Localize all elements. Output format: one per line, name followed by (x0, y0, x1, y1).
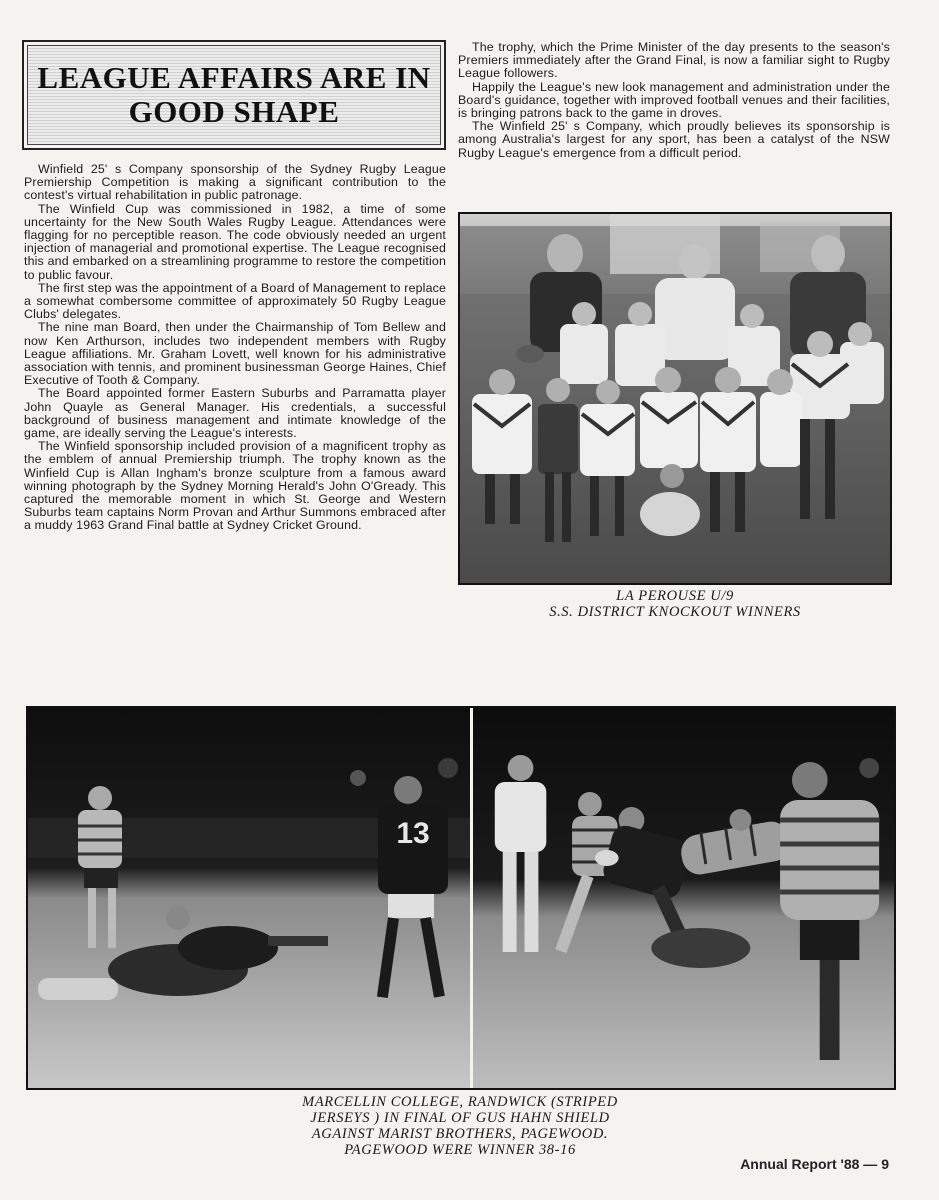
match-photo-left (28, 708, 470, 1088)
article-left-column (24, 163, 446, 533)
article-paragraph: The Winfield sponsorship included provision of a magnificent trophy as the emblem of annual Premiership triumph. The trophy known as the Winfield Cup is Allan Ingham's bronze sculpture from a famous award winning photograph by the Sydney Morning Herald's John O'Gready. This captured the memorable moment in which St. George and Western Suburbs team captains Norm Provan and Arthur Summons embraced after a muddy 1963 Grand Final battle at Sydney Cricket Ground. (24, 439, 446, 533)
article-paragraph: Happily the League's new look management and administration under the Board's guidance, together with improved football venues and their facilities, is bringing patrons back to the game in droves. (458, 79, 890, 121)
match-photo (26, 706, 896, 1090)
caption-line: S.S. DISTRICT KNOCKOUT WINNERS (549, 604, 801, 620)
match-photo-right (473, 708, 894, 1088)
headline-box (22, 40, 446, 150)
team-photo-illustration (460, 214, 890, 583)
article-paragraph: The Winfield Cup was commissioned in 1982, a time of some uncertainty for the New South Wales Rugby League. Attendances were flagging for no perceptible reason. The code obviously needed an urgent injection of managerial and promotional expertise. The League recognised this and embarked on a streamlining programme to restore the competition to public favour. (24, 201, 446, 282)
jersey-number: 13 (396, 817, 430, 850)
article-paragraph: The first step was the appointment of a Board of Management to replace a somewhat combersome committee of approximately 50 Rugby League Clubs' delegates. (24, 280, 446, 322)
match-photo-left-illustration (28, 708, 470, 1088)
article-paragraph: The Winfield 25' s Company, which proudly believes its sponsorship is among Australia's largest for any sport, has been a catalyst of the NSW Rugby League's emergence from a difficult period. (458, 119, 890, 160)
article-paragraph: Winfield 25' s Company sponsorship of the Sydney Rugby League Premiership Competition is making a significant contribution to the contest's virtual rehabilitation in public patronage. (24, 162, 446, 203)
article-paragraph: The nine man Board, then under the Chairmanship of Tom Bellew and now Ken Arthurson, includes two independent members with Rugby League affiliations. Mr. Graham Lovett, well known for his administrative association with tennis, and prominent businessman George Haines, Chief Executive of Tooth & Company. (24, 320, 446, 388)
team-photo-caption (458, 588, 892, 620)
page-title (37, 61, 430, 129)
article-paragraph: The trophy, which the Prime Minister of the day presents to the season's Premiers immediately after the Grand Final, is now a familiar sight to Rugby League followers. (458, 40, 890, 81)
caption-line: MARCELLIN COLLEGE, RANDWICK (STRIPED (302, 1094, 618, 1110)
caption-line: PAGEWOOD WERE WINNER 38-16 (344, 1142, 576, 1158)
caption-line: LA PEROUSE U/9 (616, 588, 734, 604)
caption-line: AGAINST MARIST BROTHERS, PAGEWOOD. (311, 1126, 609, 1142)
match-photo-right-illustration (473, 708, 894, 1088)
match-photo-caption (250, 1094, 670, 1158)
article-right-column (458, 41, 890, 160)
page-footer: Annual Report '88 — 9 (740, 1156, 889, 1172)
team-photo (458, 212, 892, 585)
headline-line-1: LEAGUE AFFAIRS ARE IN (37, 60, 431, 95)
article-paragraph: The Board appointed former Eastern Suburbs and Parramatta player John Quayle as General Manager. His credentials, a successful background of business management and intimate knowledge of the game, are ideally serving the League's interests. (24, 386, 446, 441)
caption-line: JERSEYS ) IN FINAL OF GUS HAHN SHIELD (310, 1110, 610, 1126)
headline-line-2: GOOD SHAPE (128, 94, 340, 129)
